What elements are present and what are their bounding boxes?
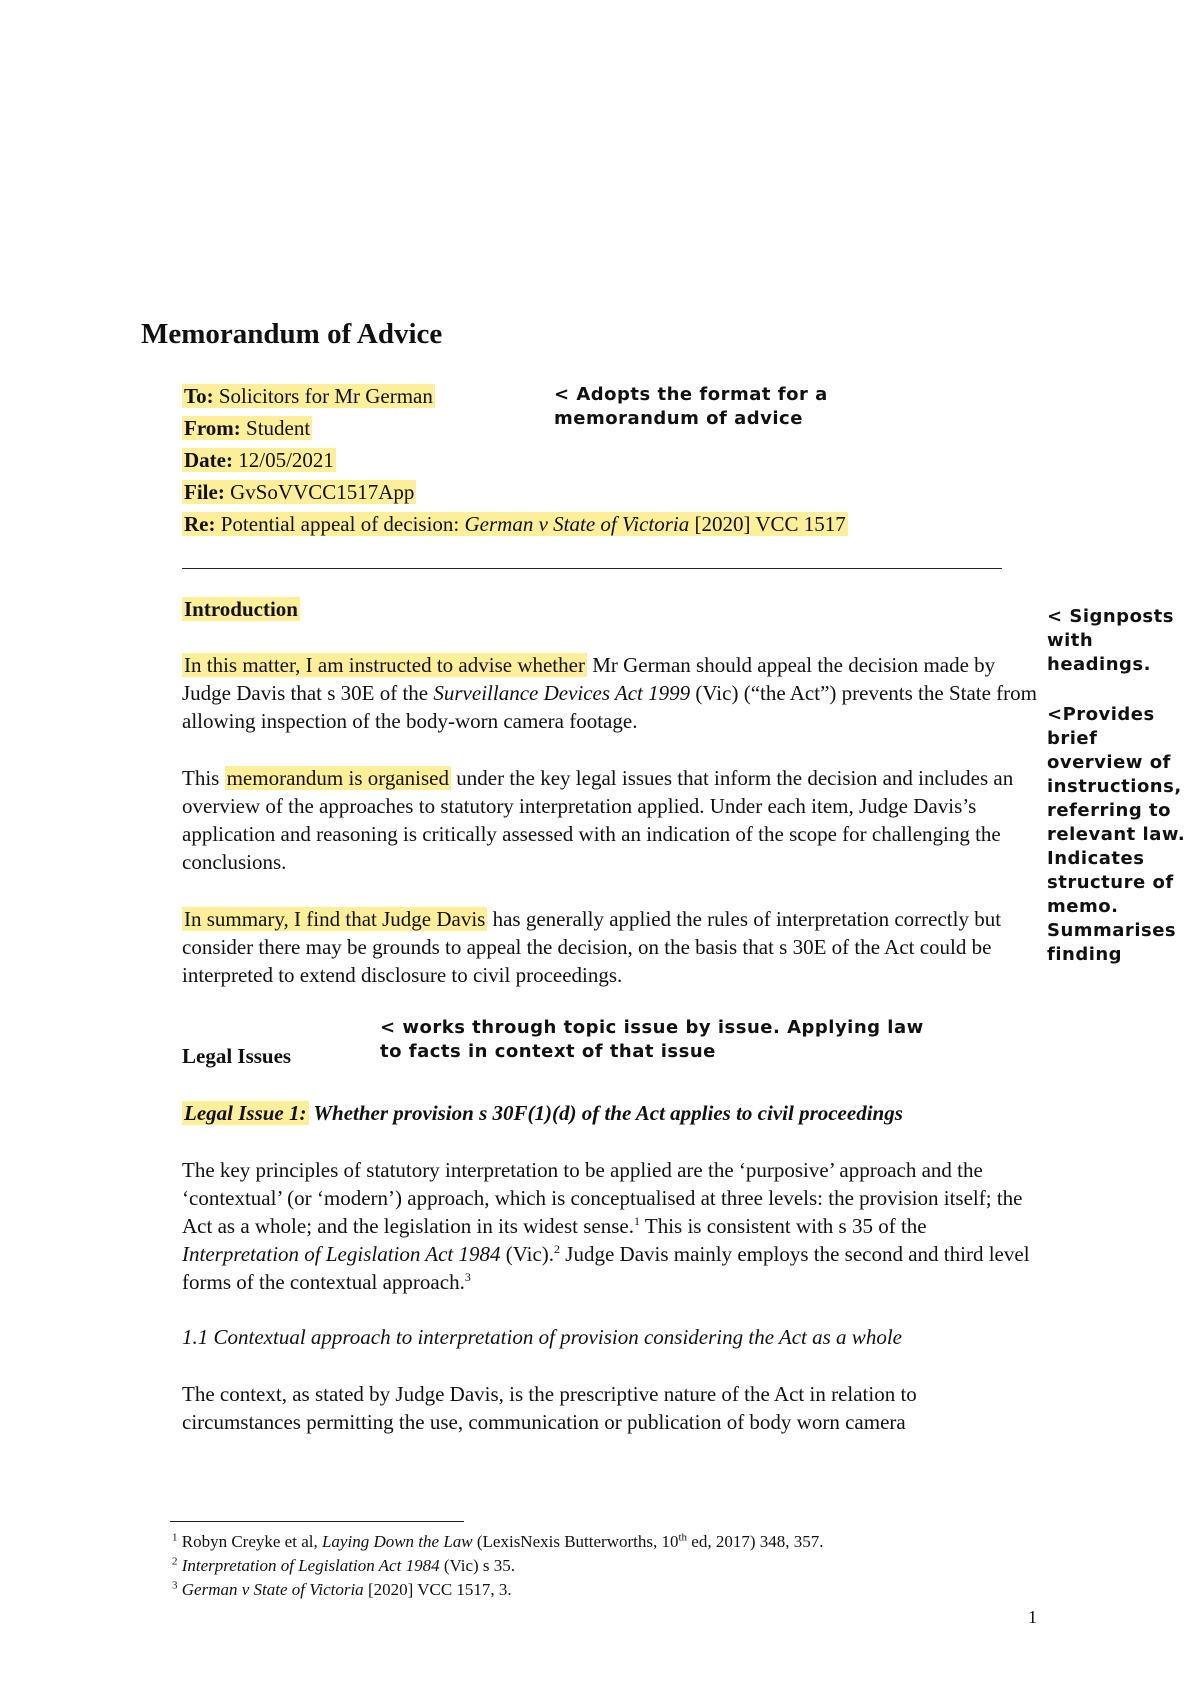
footnote-3: $^3$ German v State of Victoria [2020] VCC 1517, 3.: [172, 1579, 512, 1599]
memo-date: [182, 445, 336, 475]
date-value: 12/05/2021: [238, 448, 334, 472]
legal-issue-paragraph-1: The key principles of statutory interpretation to be applied are the ‘purposive’ approach and the ‘contextual’ (or ‘modern’) approach, which is conceptualised at three levels: the provision itself; the Act as a whole; and the legislation in its widest sense.$^1$ This is consistent with s 35 of the Interpretation of Legislation Act 1984 (Vic).$^2$ Judge Davis mainly employs the second and third level forms of the contextual approach.$^3$: [182, 1158, 1030, 1294]
act-name: Surveillance Devices Act 1999: [433, 681, 691, 705]
annotation-overview: <Provides brief overview of instructions, referring to relevant law. Indicates structure of memo. Summarises finding: [1047, 704, 1186, 965]
file-label: File:: [184, 480, 225, 504]
intro-p2-highlight: memorandum is organised: [226, 766, 450, 790]
footnote-2: $^2$ Interpretation of Legislation Act 1984 (Vic) s 35.: [172, 1555, 516, 1575]
footnote-1: $^1$ Robyn Creyke et al, Laying Down the Law (LexisNexis Butterworths, 10th ed, 2017) 348, 357.: [172, 1531, 824, 1551]
memo-from: [182, 413, 312, 443]
intro-p1-highlight: In this matter, I am instructed to advise whether: [184, 653, 585, 677]
footnote-ref-3[interactable]: 3: [464, 1270, 471, 1284]
from-value: Student: [246, 416, 311, 440]
intro-paragraph-2: This memorandum is organised under the key legal issues that inform the decision and includes an overview of the approaches to statutory interpretation applied. Under each item, Judge Davis’s application and reasoning is critically assessed with an indication of the scope for challenging the conclusions.: [182, 766, 1014, 874]
date-label: Date:: [184, 448, 233, 472]
footnote-ref-2[interactable]: 2: [554, 1242, 561, 1256]
header-rule: [182, 568, 1002, 569]
re-suffix: [2020] VCC 1517: [694, 512, 846, 536]
annotation-issue-by-issue: < works through topic issue by issue. Applying law to facts in context of that issue: [380, 1017, 924, 1062]
introduction-heading: Introduction: [184, 597, 298, 621]
legal-issue-1-heading: Legal Issue 1: Whether provision s 30F(1)(d) of the Act applies to civil proceedings: [184, 1101, 903, 1125]
interpretation-act: Interpretation of Legislation Act 1984: [182, 1242, 501, 1266]
legal-issue-1-label: Legal Issue 1:: [184, 1101, 307, 1125]
subheading-1-1: 1.1 Contextual approach to interpretation of provision considering the Act as a whole: [182, 1325, 902, 1349]
footnote-ref-1[interactable]: 1: [634, 1214, 640, 1228]
memo-re: [182, 509, 848, 539]
from-label: From:: [184, 416, 241, 440]
re-case: German v State of Victoria: [464, 512, 690, 536]
intro-paragraph-3: In summary, I find that Judge Davis has generally applied the rules of interpretation correctly but consider there may be grounds to appeal the decision, on the basis that s 30E of the Act could be interpreted to extend disclosure to civil proceedings.: [182, 907, 1002, 987]
memo-file: [182, 477, 416, 507]
re-prefix: Potential appeal of decision:: [220, 512, 460, 536]
annotation-format: < Adopts the format for a memorandum of advice: [554, 384, 828, 429]
memo-to: [182, 381, 435, 411]
annotation-signposts: < Signposts with headings.: [1047, 606, 1174, 675]
legal-issues-heading: Legal Issues: [182, 1044, 292, 1068]
page-title: Memorandum of Advice: [141, 318, 443, 350]
page-number: 1: [1028, 1607, 1037, 1627]
footnote-rule: [170, 1521, 464, 1522]
file-value: GvSoVVCC1517App: [230, 480, 415, 504]
to-label: To:: [184, 384, 214, 408]
intro-p3-highlight: In summary, I find that Judge Davis: [184, 907, 486, 931]
intro-paragraph-1: In this matter, I am instructed to advise whether Mr German should appeal the decision made by Judge Davis that s 30E of the Surveillance Devices Act 1999 (Vic) (“the Act”) prevents the State from allowing inspection of the body-worn camera footage.: [182, 653, 1038, 733]
to-value: Solicitors for Mr German: [218, 384, 433, 408]
re-label: Re:: [184, 512, 216, 536]
legal-issue-paragraph-2: The context, as stated by Judge Davis, is the prescriptive nature of the Act in relation to circumstances permitting the use, communication or publication of body worn camera: [182, 1382, 917, 1434]
